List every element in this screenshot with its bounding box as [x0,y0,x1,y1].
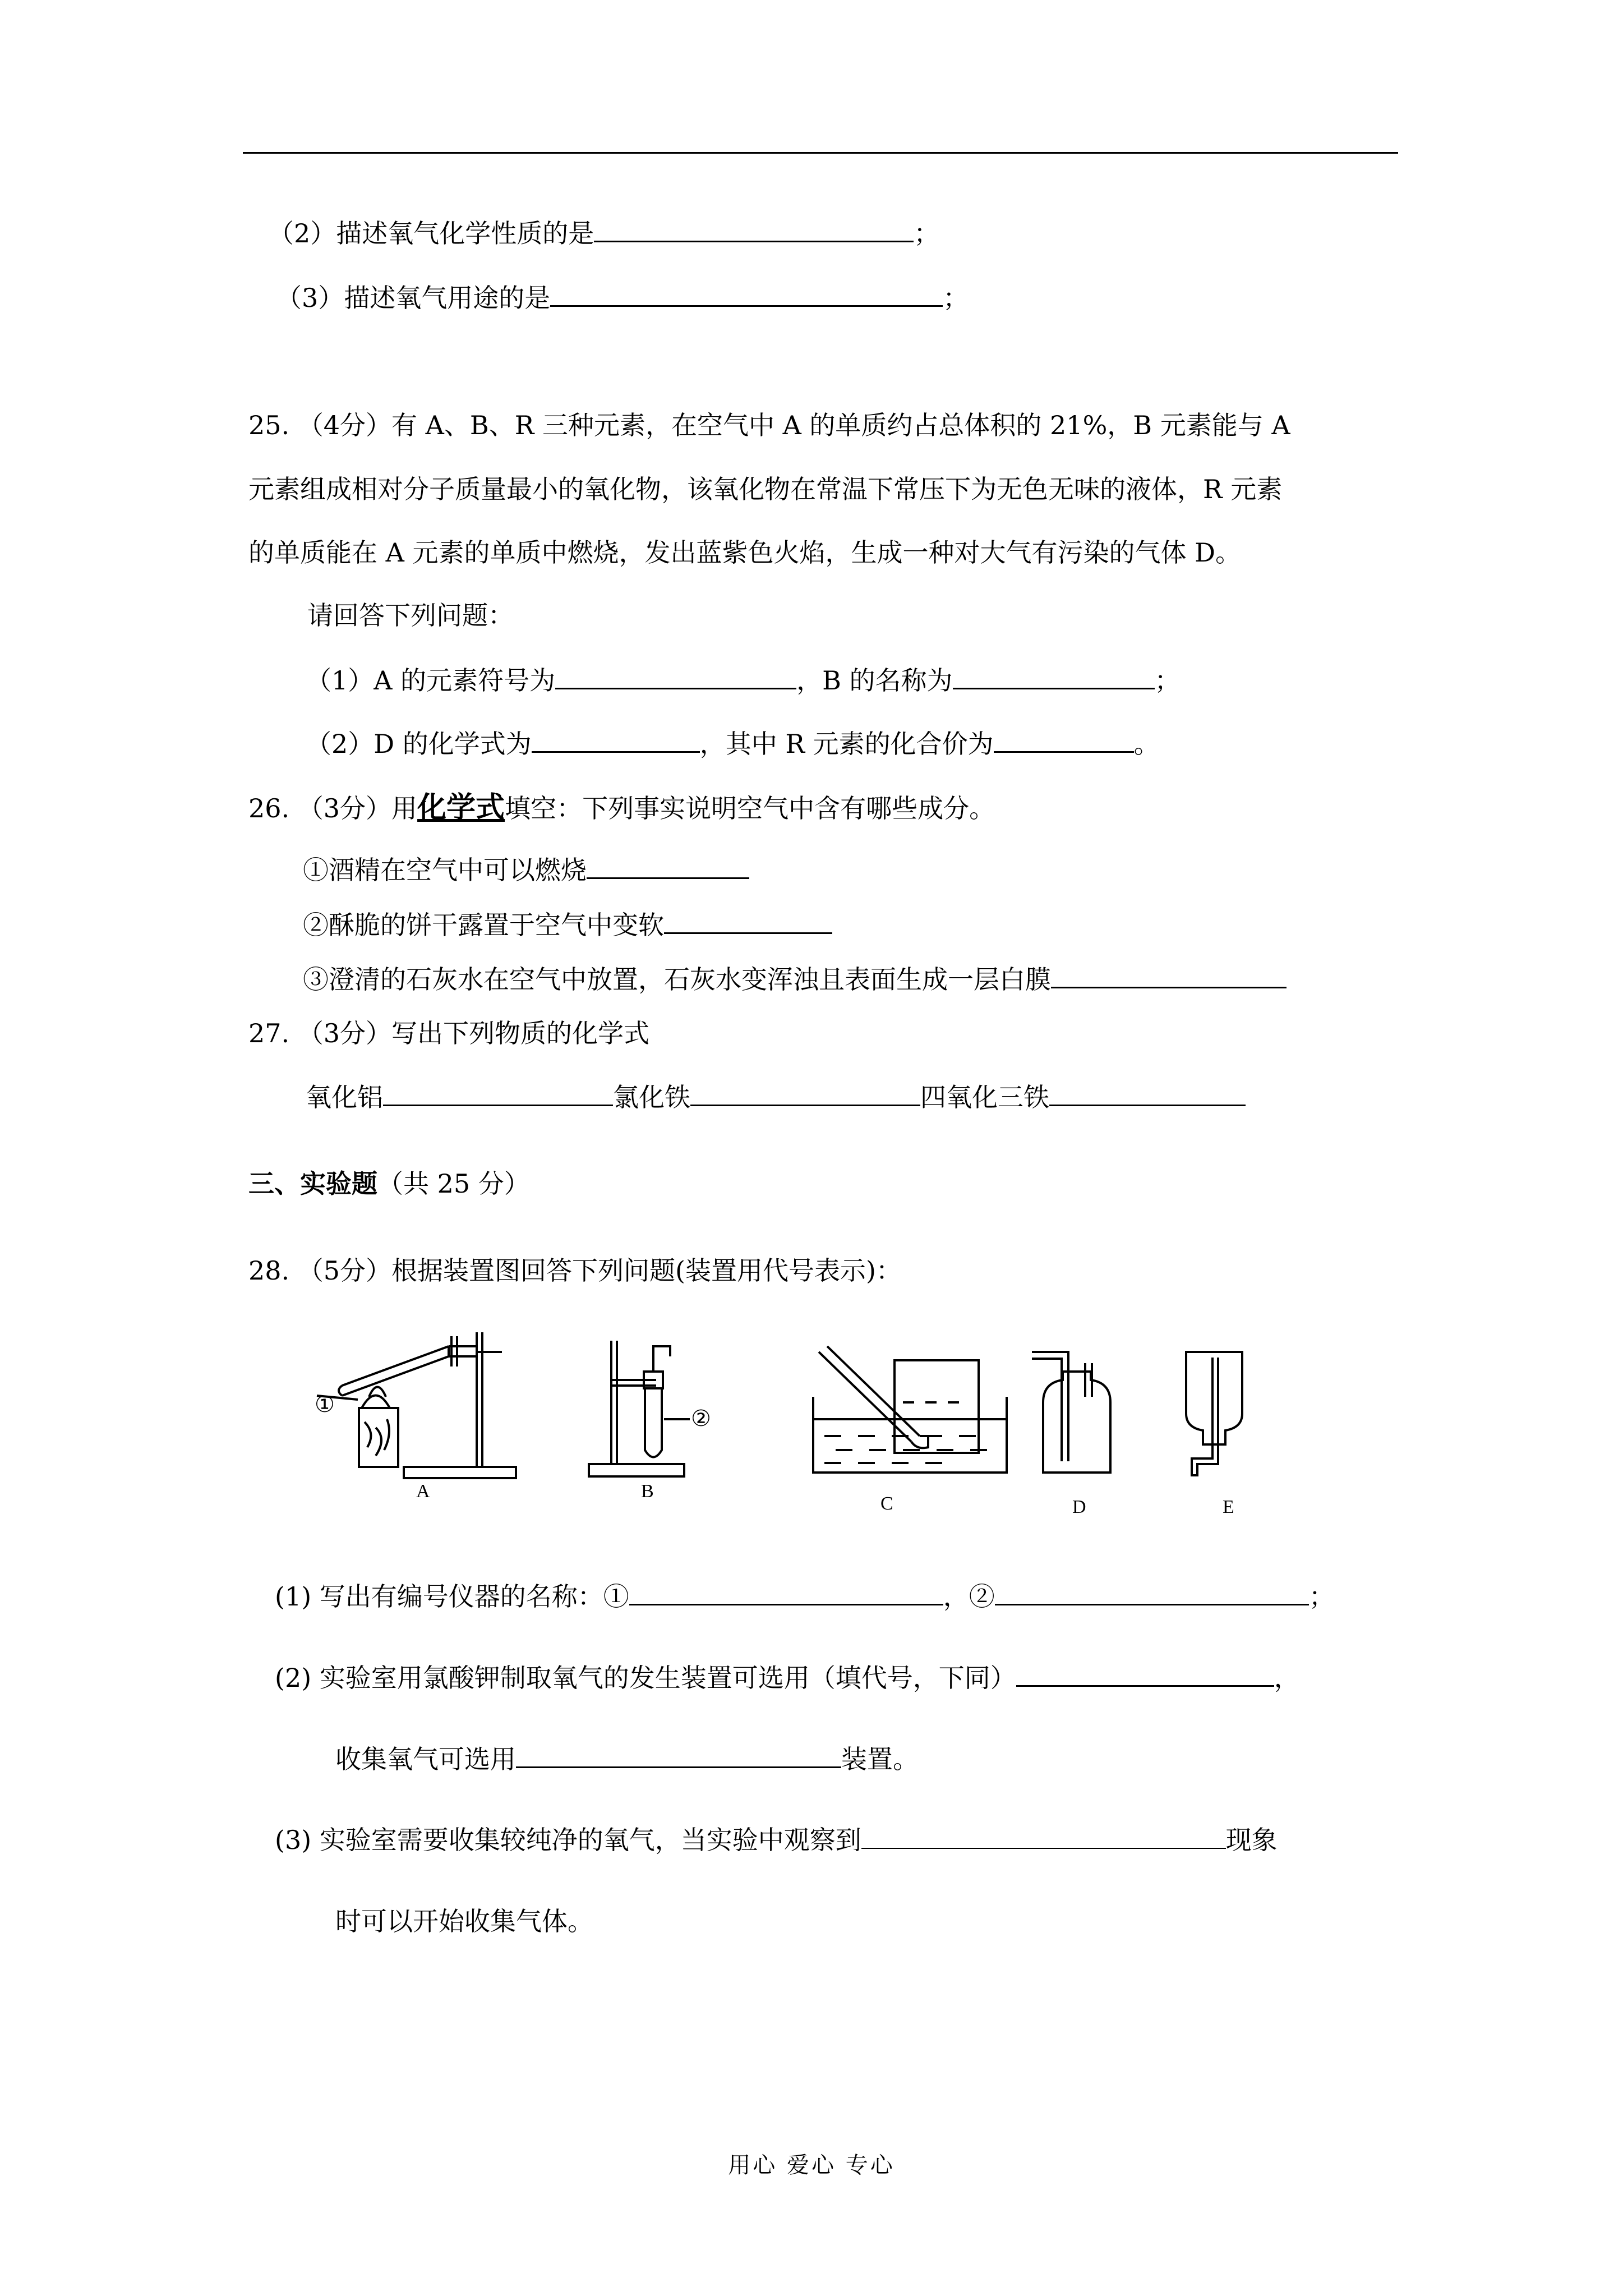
apparatus-figure [308,1329,1318,1531]
q27-answers [306,1080,1246,1114]
label-c: C [880,1493,893,1514]
punct: 。 [1133,729,1160,759]
q25-sub2 [306,726,1160,761]
section3-score: （共 25 分） [377,1168,530,1199]
q26-item1-text: ①酒精在空气中可以燃烧 [303,855,587,885]
answer-blank[interactable] [383,1080,613,1106]
answer-blank[interactable] [532,726,700,753]
q24-item2 [268,216,939,250]
answer-blank[interactable] [861,1823,1226,1849]
q25-line2: 元素组成相对分子质量最小的氧化物，该氧化物在常温下常压下为无色无味的液体，R 元素 [248,474,1283,504]
punct: ； [914,218,940,249]
q24-item2-text: （2）描述氧气化学性质的是 [268,218,594,249]
marker-2: ② [691,1406,711,1431]
q25-sub1 [306,663,1181,697]
punct: ； [1308,1581,1335,1612]
q25-line1: 25. （4分）有 A、B、R 三种元素，在空气中 A 的单质约占总体积的 21%，B 元素能与 A [248,410,1290,440]
punct: ， [1274,1663,1300,1693]
q24-item3-text: （3）描述氧气用途的是 [276,283,551,313]
q25-sub2-b: ，其中 R 元素的化合价为 [699,729,994,759]
apparatus-b [589,1341,690,1476]
q28-sub1 [275,1579,1335,1613]
apparatus-d [1032,1352,1110,1473]
q27-a: 氧化铝 [306,1082,383,1112]
answer-blank[interactable] [555,663,796,689]
q28-sub2-d: 装置。 [841,1744,919,1774]
answer-blank[interactable] [587,853,749,879]
header-rule [243,152,1398,154]
answer-blank[interactable] [1051,962,1287,988]
q28-sub2-c: 收集氧气可选用 [335,1744,516,1774]
q27-head: 27. （3分）写出下列物质的化学式 [248,1018,650,1048]
q24-item3 [276,280,969,315]
marker-1: ① [315,1392,335,1417]
q27-c: 四氧化三铁 [920,1082,1049,1112]
q28-sub1-b: ，② [943,1581,995,1612]
q28-head: 28. （5分）根据装置图回答下列问题(装置用代号表示)： [248,1255,902,1286]
q25-line3: 的单质能在 A 元素的单质中燃烧，发出蓝紫色火焰，生成一种对大气有污染的气体 D。 [248,537,1241,568]
q27-b: 氯化铁 [613,1082,690,1112]
apparatus-e [1186,1352,1242,1475]
apparatus-a [317,1332,516,1478]
q28-sub2-cont [335,1742,919,1776]
answer-blank[interactable] [516,1742,841,1768]
q28-sub3-b: 现象 [1225,1825,1278,1855]
answer-blank[interactable] [550,280,943,307]
punct: ； [943,283,969,313]
apparatus-c [813,1346,1007,1473]
q26-head-a: 26. （3分）用 [248,793,418,823]
page-footer: 用心 爱心 专心 [728,2152,895,2178]
q26-head-c: 填空：下列事实说明空气中含有哪些成分。 [505,793,995,823]
q26-item3 [303,962,1287,996]
answer-blank[interactable] [1016,1660,1274,1687]
q28-sub2 [275,1660,1300,1695]
answer-blank[interactable] [1049,1080,1246,1106]
punct: ； [1154,665,1181,696]
label-e: E [1223,1497,1234,1517]
q26-item2 [303,908,832,942]
q25-sub1-a: （1）A 的元素符号为 [306,665,556,696]
q26-emphasis: 化学式 [417,790,505,825]
q26-head [248,791,995,825]
answer-blank[interactable] [690,1080,920,1106]
q26-item1 [303,853,749,887]
answer-blank[interactable] [594,216,914,242]
q25-sub2-a: （2）D 的化学式为 [306,729,532,759]
q28-sub3-cont: 时可以开始收集气体。 [335,1906,593,1936]
label-d: D [1072,1497,1086,1517]
label-b: B [641,1481,654,1502]
answer-blank[interactable] [953,663,1155,689]
q26-item2-text: ②酥脆的饼干露置于空气中变软 [303,910,664,940]
section3-title [248,1167,530,1200]
q28-sub3-a: (3) 实验室需要收集较纯净的氧气，当实验中观察到 [275,1825,861,1855]
answer-blank[interactable] [664,908,832,934]
q25-sub1-b: ，B 的名称为 [796,665,953,696]
answer-blank[interactable] [995,1579,1309,1605]
q26-item3-text: ③澄清的石灰水在空气中放置，石灰水变浑浊且表面生成一层白膜 [303,964,1051,995]
section3-title-text: 三、实验题 [248,1168,377,1199]
q25-prompt: 请回答下列问题： [307,600,514,631]
q28-sub2-a: (2) 实验室用氯酸钾制取氧气的发生装置可选用（填代号，下同） [275,1663,1016,1693]
answer-blank[interactable] [994,726,1134,753]
q28-sub3 [275,1823,1278,1857]
answer-blank[interactable] [629,1579,943,1605]
label-a: A [416,1481,430,1502]
q28-sub1-a: (1) 写出有编号仪器的名称：① [275,1581,629,1612]
